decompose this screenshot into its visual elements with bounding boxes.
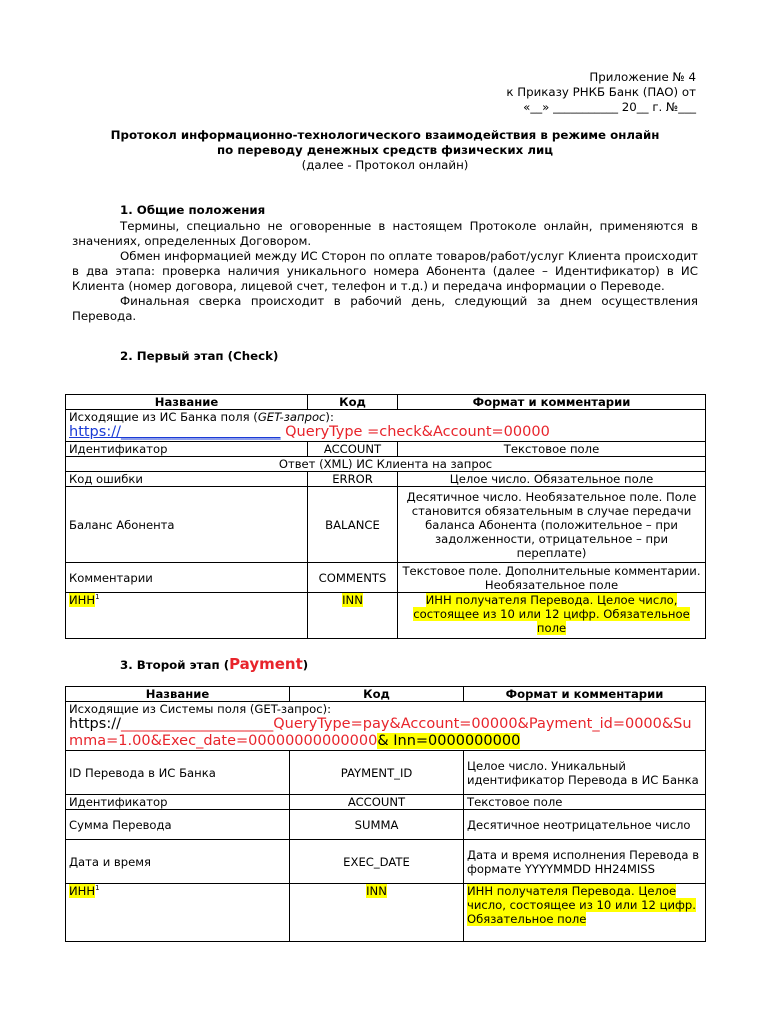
section-1-body — [72, 219, 698, 324]
inn-label: ИНН — [69, 593, 96, 607]
inn-name-cell — [66, 593, 308, 639]
appendix-number: Приложение № 4 — [589, 70, 696, 84]
section-3-heading: 3. Второй этап (Payment) — [120, 655, 309, 673]
table-row-format: Дата и время исполнения Перевода в формате YYYYMMDD HH24MISS — [464, 840, 706, 884]
payment-keyword: Payment — [229, 655, 303, 673]
table-row-code: ACCOUNT — [290, 795, 464, 810]
col-header-name: Название — [66, 395, 308, 410]
col-header-format: Формат и комментарии — [464, 687, 706, 702]
table-row-code: EXEC_DATE — [290, 840, 464, 884]
paragraph-terms: Термины, специально не оговоренные в настоящем Протоколе онлайн, применяются в значениях, определенных Договором. — [72, 219, 698, 248]
payment-url-params: _____________________QueryType=pay&Account=00000&Payment_id=0000&Summa=1.00&Exec_date=00000000000000 — [69, 716, 692, 749]
title-subtitle: (далее - Протокол онлайн) — [301, 158, 469, 172]
section-2-heading: 2. Первый этап (Check) — [120, 349, 279, 363]
table-row-format: Текстовое поле — [398, 442, 706, 457]
inn-code: INN — [342, 593, 363, 607]
col-header-code: Код — [290, 687, 464, 702]
response-label: Ответ (XML) ИС Клиента на запрос — [66, 457, 706, 472]
paragraph-exchange: Обмен информацией между ИС Сторон по оплате товаров/работ/услуг Клиента происходит в два этапа: проверка наличия уникального номера Абонента (далее – Идентификатор) в ИС Клиента (номер договора, лицевой счет, телефон и т.д.) и передача информации о Переводе. — [72, 249, 698, 293]
inn-format-cell — [398, 593, 706, 639]
inn-format-cell — [464, 884, 706, 942]
table-row-format: Текстовое поле. Дополнительные комментарии. Необязательное поле — [398, 563, 706, 593]
table-row-format: Целое число. Обязательное поле — [398, 472, 706, 487]
table-row-name: Баланс Абонента — [66, 487, 308, 563]
table-row-code: ACCOUNT — [308, 442, 398, 457]
table-row-name: Дата и время — [66, 840, 290, 884]
table-row-code: PAYMENT_ID — [290, 751, 464, 795]
payment-request-cell — [66, 702, 706, 751]
table-row-name: Сумма Перевода — [66, 810, 290, 840]
check-url-link[interactable]: https://______________________ — [69, 424, 281, 440]
title-line-2: по переводу денежных средств физических лиц — [217, 143, 553, 157]
table-row-code: SUMMA — [290, 810, 464, 840]
table-row-format: Целое число. Уникальный идентификатор Перевода в ИС Банка — [464, 751, 706, 795]
payment-request-label: Исходящие из Системы поля (GET-запрос): — [69, 702, 332, 716]
title-line-1: Протокол информационно-технологического взаимодействия в режиме онлайн — [110, 128, 660, 142]
inn-format: ИНН получателя Перевода. Целое число, состоящее из 10 или 12 цифр. Обязательное поле — [413, 593, 690, 635]
order-date-line: «__» ___________ 20__ г. №___ — [523, 100, 696, 114]
footnote-marker: 1 — [95, 593, 100, 602]
table-row-format: Текстовое поле — [464, 795, 706, 810]
table-row-name: Идентификатор — [66, 795, 290, 810]
check-url-params: QueryType =check&Account=00000 — [280, 424, 550, 440]
check-request-label: Исходящие из ИС Банка поля (GET-запрос): — [69, 410, 334, 424]
col-header-format: Формат и комментарии — [398, 395, 706, 410]
inn-code-cell — [290, 884, 464, 942]
table-row-format: Десятичное число. Необязательное поле. Поле становится обязательным в случае передачи баланса Абонента (положительное – при задолженности, отрицательное – при переплате) — [398, 487, 706, 563]
inn-code-cell — [308, 593, 398, 639]
inn-label: ИНН — [69, 884, 96, 898]
table-row-name: Комментарии — [66, 563, 308, 593]
order-reference: к Приказу РНКБ Банк (ПАО) от — [506, 85, 696, 99]
table-row-name: ID Перевода в ИС Банка — [66, 751, 290, 795]
inn-format: ИНН получателя Перевода. Целое число, состоящее из 10 или 12 цифр. Обязательное поле — [467, 884, 696, 926]
check-request-url — [69, 424, 702, 441]
table-row-code: COMMENTS — [308, 563, 398, 593]
document-title — [60, 128, 710, 173]
payment-request-url: https://_____________________QueryType=pay&Account=00000&Payment_id=0000&Summa=1.00&Exec_date=00000000000000& Inn=0000000000 — [69, 716, 692, 749]
table-row-name: Идентификатор — [66, 442, 308, 457]
col-header-code: Код — [308, 395, 398, 410]
check-request-cell — [66, 410, 706, 442]
appendix-header — [506, 70, 696, 115]
footnote-marker: 1 — [95, 884, 100, 893]
table-row-code: ERROR — [308, 472, 398, 487]
table-row-name: Код ошибки — [66, 472, 308, 487]
section-1-heading: 1. Общие положения — [120, 203, 266, 217]
table-row-code: BALANCE — [308, 487, 398, 563]
inn-name-cell — [66, 884, 290, 942]
paragraph-reconciliation: Финальная сверка происходит в рабочий день, следующий за днем осуществления Перевода. — [72, 294, 698, 323]
check-table — [65, 394, 706, 639]
col-header-name: Название — [66, 687, 290, 702]
table-row-format: Десятичное неотрицательное число — [464, 810, 706, 840]
payment-table — [65, 686, 706, 942]
inn-code: INN — [366, 884, 387, 898]
payment-url-inn: & Inn=0000000000 — [377, 733, 521, 749]
